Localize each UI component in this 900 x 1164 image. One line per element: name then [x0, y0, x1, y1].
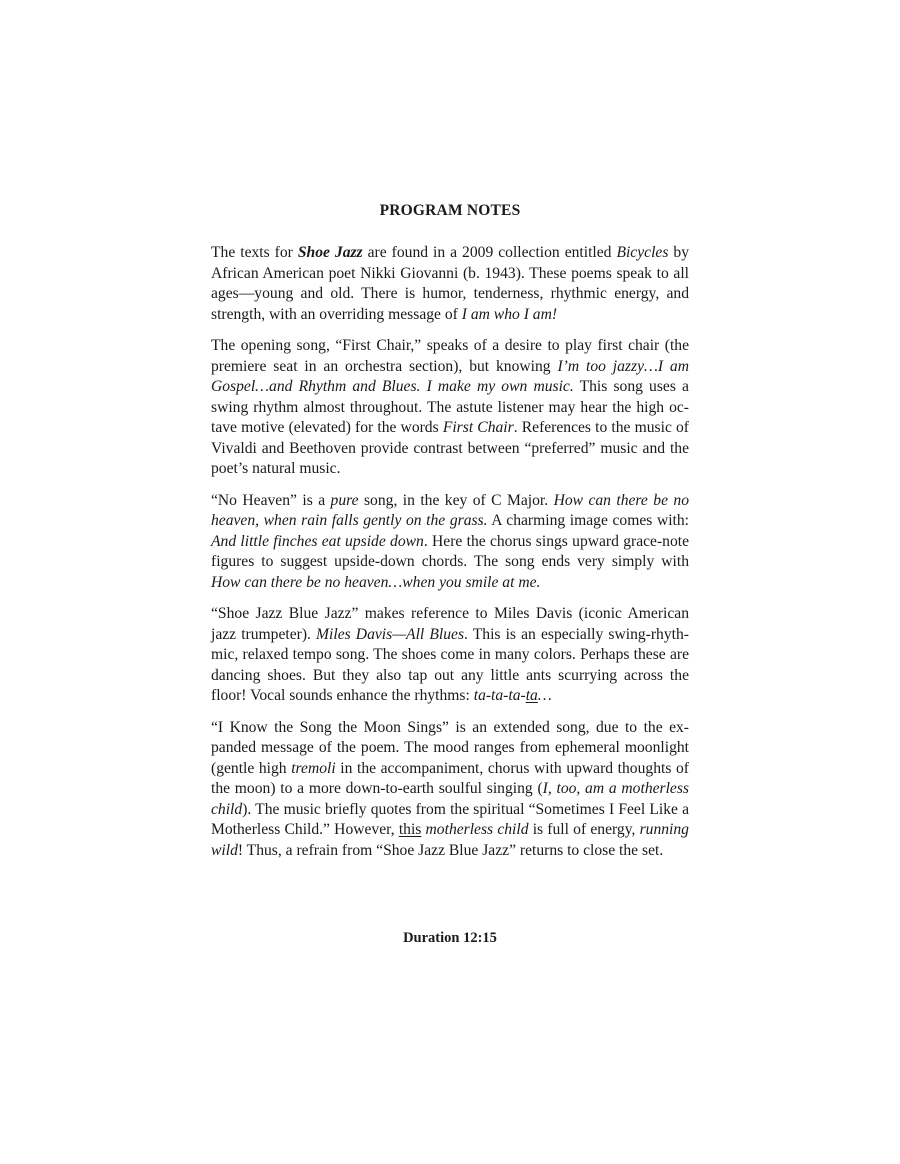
text-run: I’m too jazzy…I am Gospel…and Rhythm and Blues. I make my own music.: [211, 357, 689, 395]
document-page: [211, 0, 689, 1164]
text-run: ). The music briefly quotes from the spiritual “Sometimes I Feel Like a Motherless Child.” However,: [211, 800, 689, 838]
text-run: by African American poet Nikki Giovanni (b. 1943). These poems speak to all ages—young and old. There is humor, tenderness, rhythmic energy, and strength, with an overriding message of: [211, 244, 689, 323]
text-run: Miles Davis—All Blues: [316, 625, 465, 643]
text-run: This song uses a swing rhythm almost throughout. The astute listener may hear the high octave motive (elevated) for the words: [211, 378, 689, 436]
text-run: . Here the chorus sings upward grace-note figures to suggest upside-down chords. The song ends very simply with: [211, 532, 690, 570]
text-run: I, too, am a motherless child: [211, 780, 689, 818]
text-run: ta-ta-ta-: [473, 687, 526, 704]
text-run: The texts for: [211, 244, 298, 261]
text-run: is full of energy,: [528, 821, 640, 838]
page-title: PROGRAM NOTES: [379, 202, 521, 219]
text-run: . This is an especially swing-rhythmic, relaxed tempo song. The shoes come in many colors. Perhaps these are dancing shoes. But they also tap out any little ants scurrying across the floor! Vocal sounds enhance the rhythms:: [211, 625, 689, 704]
text-run: Bicycles: [616, 244, 669, 261]
text-run: How can there be no heaven…when you smile at me.: [211, 573, 541, 591]
text-run: A charming image comes with:: [487, 512, 689, 529]
paragraph-moon-sings: [211, 718, 689, 862]
text-run: . References to the music of Vivaldi and Beethoven provide contrast between “preferred” music and the poet’s natural music.: [211, 419, 689, 477]
text-run: How can there be no heaven, when rain falls gently on the grass.: [211, 491, 690, 529]
text-run: song, in the key of C Major.: [358, 491, 554, 509]
text-run: I am who I am!: [461, 305, 558, 323]
paragraph-shoe-jazz-blue-jazz: [211, 604, 689, 707]
text-run: And little finches eat upside down: [211, 532, 424, 550]
text-run: are found in a 2009 collection entitled: [362, 244, 617, 261]
text-run: …: [537, 687, 552, 704]
text-run: The opening song, “First Chair,” speaks of a desire to play first chair (the premiere seat in an orchestra section), but knowing: [211, 337, 689, 375]
text-run: “I Know the Song the Moon Sings” is an extended song, due to the expanded message of the poem. The mood ranges from ephemeral moonlight (gentle high: [211, 718, 689, 777]
text-run: Shoe Jazz: [297, 244, 363, 261]
duration-label: Duration 12:15: [403, 930, 497, 946]
text-run: this: [398, 821, 422, 838]
text-run: running wild: [211, 821, 689, 859]
text-run: pure: [330, 491, 359, 509]
text-run: motherless child: [425, 821, 529, 838]
paragraph-intro: [211, 243, 689, 325]
paragraph-no-heaven: [211, 491, 689, 594]
program-notes-body: [211, 243, 689, 872]
text-run: First Chair: [442, 419, 514, 436]
text-run: ! Thus, a refrain from “Shoe Jazz Blue Jazz” returns to close the set.: [237, 841, 664, 859]
text-run: tremoli: [291, 759, 336, 777]
text-run: “No Heaven” is a: [211, 491, 331, 509]
paragraph-first-chair: [211, 336, 689, 480]
text-run: “Shoe Jazz Blue Jazz” makes reference to Miles Davis (iconic American jazz trumpeter).: [211, 605, 689, 643]
text-run: in the accompaniment, chorus with upward thoughts of the moon) to a more down-to-earth soulful singing (: [211, 759, 689, 797]
text-run: ta: [525, 687, 538, 704]
